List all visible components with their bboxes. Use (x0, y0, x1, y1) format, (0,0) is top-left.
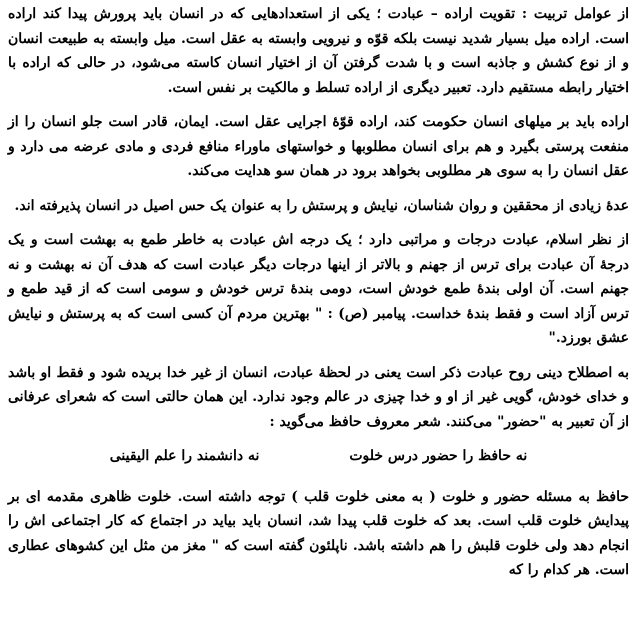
paragraph-will-and-reason: اراده باید بر میلهای انسان حکومت کند، اراده قوّۀ اجرایی عقل است. ایمان، قادر است جلو انسان را از منفعت پرستی بگیرد و هم برای انسان مطلوبها و خواستهای ماوراء منافع فردی و مادی عرضه می دارد و عقل انسان را به سوی هر مطلوبی بخواهد برود در همان سو هدایت می‌کند. (8, 114, 629, 179)
verse-hemistich-first: نه حافظ را حضور درس خلوت (349, 448, 528, 464)
paragraph-will-strengthening: از عوامل تربیت : تقویت اراده – عبادت ؛ یکی از استعدادهایی که در انسان باید پرورش پیدا کند اراده است. اراده میل بسیار شدید نیست بلکه قوّه و نیرویی وابسته به عقل است. میل وابسته به طبیعت انسان و از نوع کشش و جاذبه است و با شدت گرفتن آن از اختیار انسان کاسته می‌شود، در حالی که اراده با اختیار رابطه مستقیم دارد. تعبیر دیگری از اراده تسلط و مالکیت بر نفس است. (8, 6, 629, 96)
hafez-verse (8, 444, 629, 469)
paragraph-spirit-of-worship: به اصطلاح دینی روح عبادت ذکر است یعنی در لحظۀ عبادت، انسان از غیر خدا بریده شود و فقط او باشد و خدای خودش، گویی غیر از او و خدا چیزی در عالم وجود ندارد. این همان حالتی است که شعرای عرفانی از آن تعبیر به "حضور" می‌کنند. شعر معروف حافظ می‌گوید : (8, 364, 629, 430)
verse-hemistich-second: نه دانشمند را علم الیقینی (109, 448, 260, 464)
paragraph-hafez-solitude: حافظ به مسئله حضور و خلوت ( به معنی خلوت قلب ) توجه داشته است. خلوت ظاهری مقدمه ای بر پیدایش خلوت قلب است. بعد که خلوت قلب پیدا شد، انسان باید بیاید در اجتماع که کار اجتماعی اش را انجام دهد ولی خلوت قلبش را هم داشته باشد. ناپلئون گفته است که " مغز من مثل این کشوهای عطاری است. هر کدام را که (8, 488, 629, 578)
paragraph-degrees-of-worship: از نظر اسلام، عبادت درجات و مراتبی دارد ؛ یک درجه اش عبادت به خاطر طمع به بهشت است و یک درجۀ آن عبادت برای ترس از جهنم و بالاتر از اینها درجات دیگر عبادت است که هدف آن نه بهشت و نه جهنم است. آن اولی بندۀ طمع خودش است، دومی بندۀ ترس خودش و سومی است که از قید طمع و ترس آزاد است و فقط بندۀ خداست. پیامبر (ص) : " بهترین مردم آن کسی است که به پرستش و نیایش عشق بورزد." (8, 232, 629, 346)
paragraph-researchers: عدۀ زیادی از محققین و روان شناسان، نیایش و پرستش را به عنوان یک حس اصیل در انسان پذیرفته اند. (14, 197, 629, 214)
